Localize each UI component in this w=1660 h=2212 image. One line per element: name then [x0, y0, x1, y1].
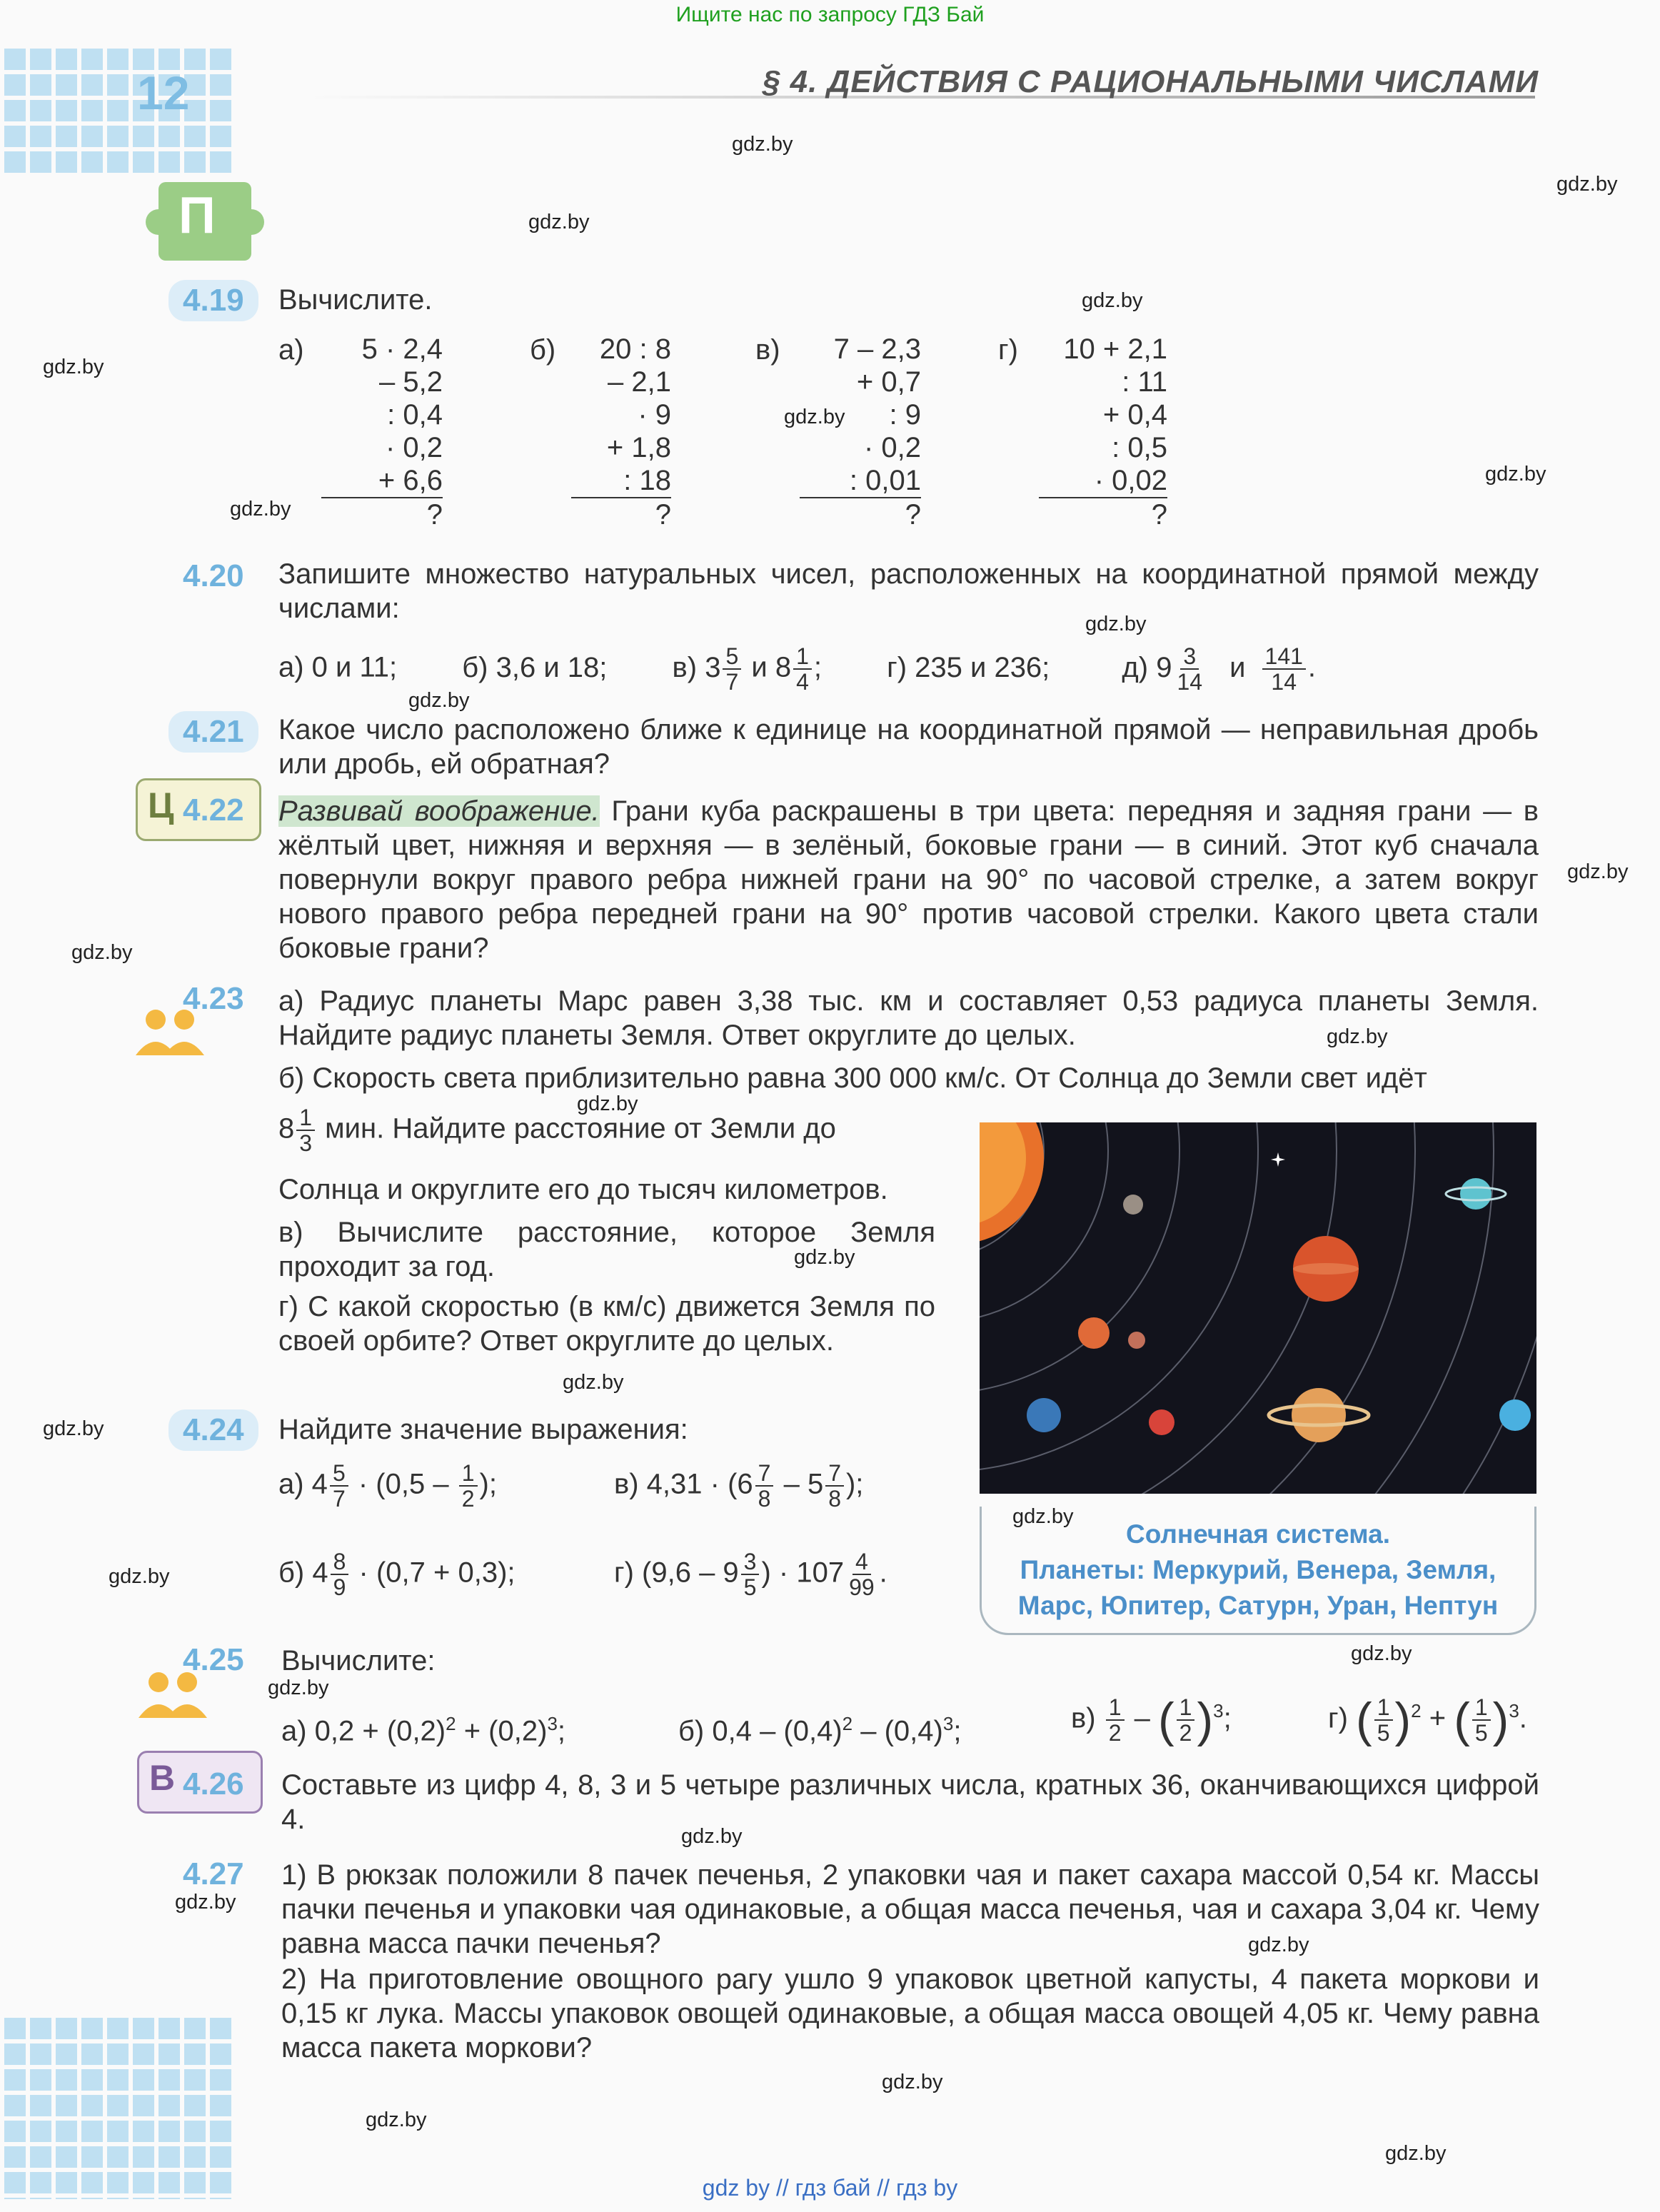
expression-v: в) 4,31 · (6 $\frac{7}{8}$ – 5 $\frac{7}{8}$ ); — [614, 1460, 864, 1512]
problem-title: Вычислите. — [278, 284, 433, 316]
watermark: gdz.by — [1567, 860, 1629, 883]
expression-a: а) 4 $\frac{5}{7}$ · (0,5 – $\frac{1}{2}$ ); — [278, 1460, 497, 1512]
problem-title: Вычислите: — [281, 1645, 436, 1676]
problem-number: 4.25 — [183, 1642, 244, 1677]
expression-b: б) $0,4 - (0,4)^2 - (0,4)^3$; — [678, 1713, 962, 1747]
problem-number: 4.22 — [183, 793, 244, 828]
watermark: gdz.by — [528, 211, 590, 233]
watermark: gdz.by — [1385, 2142, 1447, 2165]
problem-text: 2) На приготовление овощного рагу ушло 9 упаковок цветной капусты, 4 пакета моркови и 0,15 кг лука. Массы упаковок овощей одинаковые, а общая масса овощей 4,05 кг. Чему равна масса пакета моркови? — [281, 1964, 1539, 2063]
watermark: gdz.by — [1556, 173, 1618, 196]
v-block-icon: В — [137, 1751, 263, 1814]
section-title: § 4. ДЕЙСТВИЯ С РАЦИОНАЛЬНЫМИ ЧИСЛАМИ — [762, 64, 1539, 99]
watermark: gdz.by — [1082, 289, 1143, 312]
watermark: gdz.by — [230, 498, 291, 521]
column-label: а) — [278, 334, 304, 366]
watermark: gdz.by — [794, 1246, 855, 1269]
expression-a: а) $0,2 + (0,2)^2 + (0,2)^3$; — [281, 1713, 566, 1747]
column-label: в) — [755, 334, 780, 366]
problem-text: г) С какой скоростью (в км/с) движется Земля по своей орбите? Ответ округлите до целых. — [278, 1291, 935, 1357]
problem-number: 4.27 — [183, 1856, 244, 1891]
calc-column-b: 20 : 8 – 2,1 · 9 + 1,8 : 18 ? — [571, 333, 671, 531]
problem-number: 4.20 — [183, 558, 244, 593]
problem-text: Запишите множество натуральных чисел, расположенных на координатной прямой между числами: — [278, 558, 1539, 624]
watermark: gdz.by — [1351, 1642, 1412, 1665]
calc-column-v: 7 – 2,3 + 0,7 : 9 · 0,2 : 0,01 ? — [800, 333, 921, 531]
watermark: gdz.by — [43, 356, 104, 378]
calc-column-g: 10 + 2,1 : 11 + 0,4 : 0,5 · 0,02 ? — [1039, 333, 1167, 531]
watermark: gdz.by — [1085, 613, 1147, 635]
watermark: gdz.by — [577, 1092, 638, 1115]
watermark: gdz.by — [408, 689, 470, 712]
watermark: gdz.by — [1485, 463, 1546, 486]
problem-number: 4.21 — [168, 711, 258, 753]
calc-column-a: 5 · 2,4 – 5,2 : 0,4 · 0,2 + 6,6 ? — [321, 333, 443, 531]
puzzle-p-icon: П — [159, 182, 251, 261]
problem-text: а) Радиус планеты Марс равен 3,38 тыс. км и составляет 0,53 радиуса планеты Земля. Найдите радиус планеты Земля. Ответ округлите до целых. — [278, 985, 1539, 1051]
watermark: gdz.by — [1248, 1934, 1309, 1956]
watermark: gdz.by — [882, 2071, 943, 2093]
c-block-icon: Ц — [136, 778, 261, 841]
watermark: gdz.by — [784, 406, 845, 428]
watermark: gdz.by — [1012, 1505, 1074, 1528]
problem-number: 4.24 — [168, 1409, 258, 1451]
watermark: gdz.by — [366, 2108, 427, 2131]
column-label: г) — [998, 334, 1018, 366]
problem-title: Найдите значение выражения: — [278, 1414, 688, 1445]
problem-number: 4.23 — [183, 981, 244, 1016]
watermark: gdz.by — [268, 1676, 329, 1699]
corner-decoration — [0, 2014, 236, 2199]
problem-text: Какое число расположено ближе к единице на координатной прямой — неправильная дробь или дробь, ей обратная? — [278, 714, 1539, 780]
problem-text: Составьте из цифр 4, 8, 3 и 5 четыре различных числа, кратных 36, оканчивающихся цифрой 4. — [281, 1769, 1539, 1835]
page-number: 12 — [137, 66, 190, 119]
problem-number: 4.26 — [183, 1766, 244, 1801]
corner-decoration — [0, 44, 236, 173]
image-caption: Солнечная система. Планеты: Меркурий, Венера, Земля, Марс, Юпитер, Сатурн, Уран, Нептун — [980, 1507, 1536, 1635]
watermark: gdz.by — [109, 1565, 170, 1588]
problem-text: 1) В рюкзак положили 8 пачек печенья, 2 упаковки чая и пакет сахара массой 0,54 кг. Массы пачки печенья и упаковки чая одинаковые, а общая масса печенья, чая и сахара 3,04 кг. Чему равна масса пачки печенья? — [281, 1859, 1539, 1959]
watermark: gdz.by — [175, 1891, 236, 1914]
problem-text: 8 $\frac{1}{3}$ мин. Найдите расстояние от Земли до — [278, 1105, 836, 1156]
column-label: б) — [530, 334, 556, 366]
problem-options: а) 0 и 11; б) 3,6 и 18; в) 3 $\frac{5}{7}$ и 8 $\frac{1}{4}$ ; г) 235 и 236; д) 9 $\frac{3}{14}$ и $\frac{141}{14}$ . — [278, 643, 1317, 695]
problem-text: в) Вычислите расстояние, которое Земля проходит за год. — [278, 1217, 935, 1282]
problem-text: б) Скорость света приблизительно равна 300 000 км/с. От Солнца до Земли свет идёт — [278, 1062, 1427, 1094]
expression-v: в) $\frac{1}{2}$ – ( $\frac{1}{2}$ )$^3$; — [1071, 1692, 1232, 1747]
problem-number: 4.19 — [168, 280, 258, 321]
top-search-link[interactable]: Ищите нас по запросу ГДЗ Бай — [675, 3, 985, 26]
expression-b: б) 4 $\frac{8}{9}$ · (0,7 + 0,3); — [278, 1549, 515, 1600]
footer-links[interactable]: gdz by // гдз бай // гдз by — [702, 2175, 958, 2201]
problem-text: Солнца и округлите его до тысяч километров. — [278, 1174, 888, 1205]
solar-system-image — [980, 1122, 1536, 1494]
watermark: gdz.by — [71, 941, 133, 964]
watermark: gdz.by — [681, 1825, 743, 1848]
watermark: gdz.by — [732, 133, 793, 156]
expression-g: г) ( $\frac{1}{5}$ )$^2$ + ( $\frac{1}{5}$ )$^3$. — [1328, 1692, 1527, 1747]
watermark: gdz.by — [563, 1371, 624, 1394]
problem-text: Развивай воображение. Грани куба раскрашены в три цвета: передняя и задняя грани — в жёлтый цвет, нижняя и верхняя — в зелёный, боковые грани — в синий. Этот куб сначала повернули вокруг правого ребра нижней грани на 90° по часовой стрелке, а затем вокруг нового правого ребра передней грани на 90° против часовой стрелки. Какого цвета стали боковые грани? — [278, 795, 1539, 964]
expression-g: г) (9,6 – 9 $\frac{3}{5}$ ) · 107 $\frac{4}{99}$ . — [614, 1549, 887, 1600]
watermark: gdz.by — [1327, 1025, 1388, 1048]
watermark: gdz.by — [43, 1417, 104, 1440]
